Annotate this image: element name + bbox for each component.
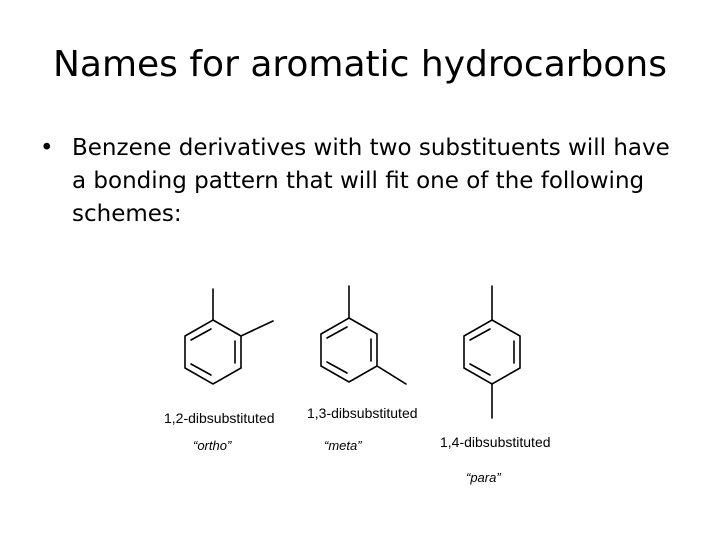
para-double-bond bbox=[470, 364, 490, 375]
meta-name-label: 1,3-dibsubstituted bbox=[307, 405, 418, 421]
meta-structure bbox=[321, 286, 406, 384]
para-name-label: 1,4-dibsubstituted bbox=[440, 434, 551, 450]
para-structure bbox=[464, 286, 520, 418]
slide-title: Names for aromatic hydrocarbons bbox=[52, 44, 668, 85]
bullet-item bbox=[40, 132, 700, 231]
meta-substituent-bond-2 bbox=[377, 366, 406, 384]
bullet-text: Benzene derivatives with two substituents will have a bonding pattern that will fit one of the following schemes: bbox=[72, 135, 670, 227]
bullet-marker: • bbox=[40, 135, 54, 161]
meta-benzene-ring bbox=[321, 318, 377, 382]
para-benzene-ring bbox=[464, 320, 520, 384]
meta-double-bond bbox=[327, 362, 347, 373]
meta-nickname-label: “meta” bbox=[324, 438, 362, 453]
meta-double-bond bbox=[327, 327, 347, 338]
ortho-substituent-bond-2 bbox=[241, 321, 273, 336]
ortho-benzene-ring bbox=[185, 320, 241, 384]
ortho-double-bond bbox=[191, 364, 211, 375]
para-double-bond bbox=[470, 329, 490, 340]
para-nickname-label: “para” bbox=[466, 470, 501, 485]
ortho-structure bbox=[185, 289, 273, 384]
ortho-name-label: 1,2-dibsubstituted bbox=[164, 410, 275, 426]
ortho-nickname-label: “ortho” bbox=[193, 438, 232, 453]
ortho-double-bond bbox=[191, 329, 211, 340]
bullet-list bbox=[40, 132, 700, 231]
